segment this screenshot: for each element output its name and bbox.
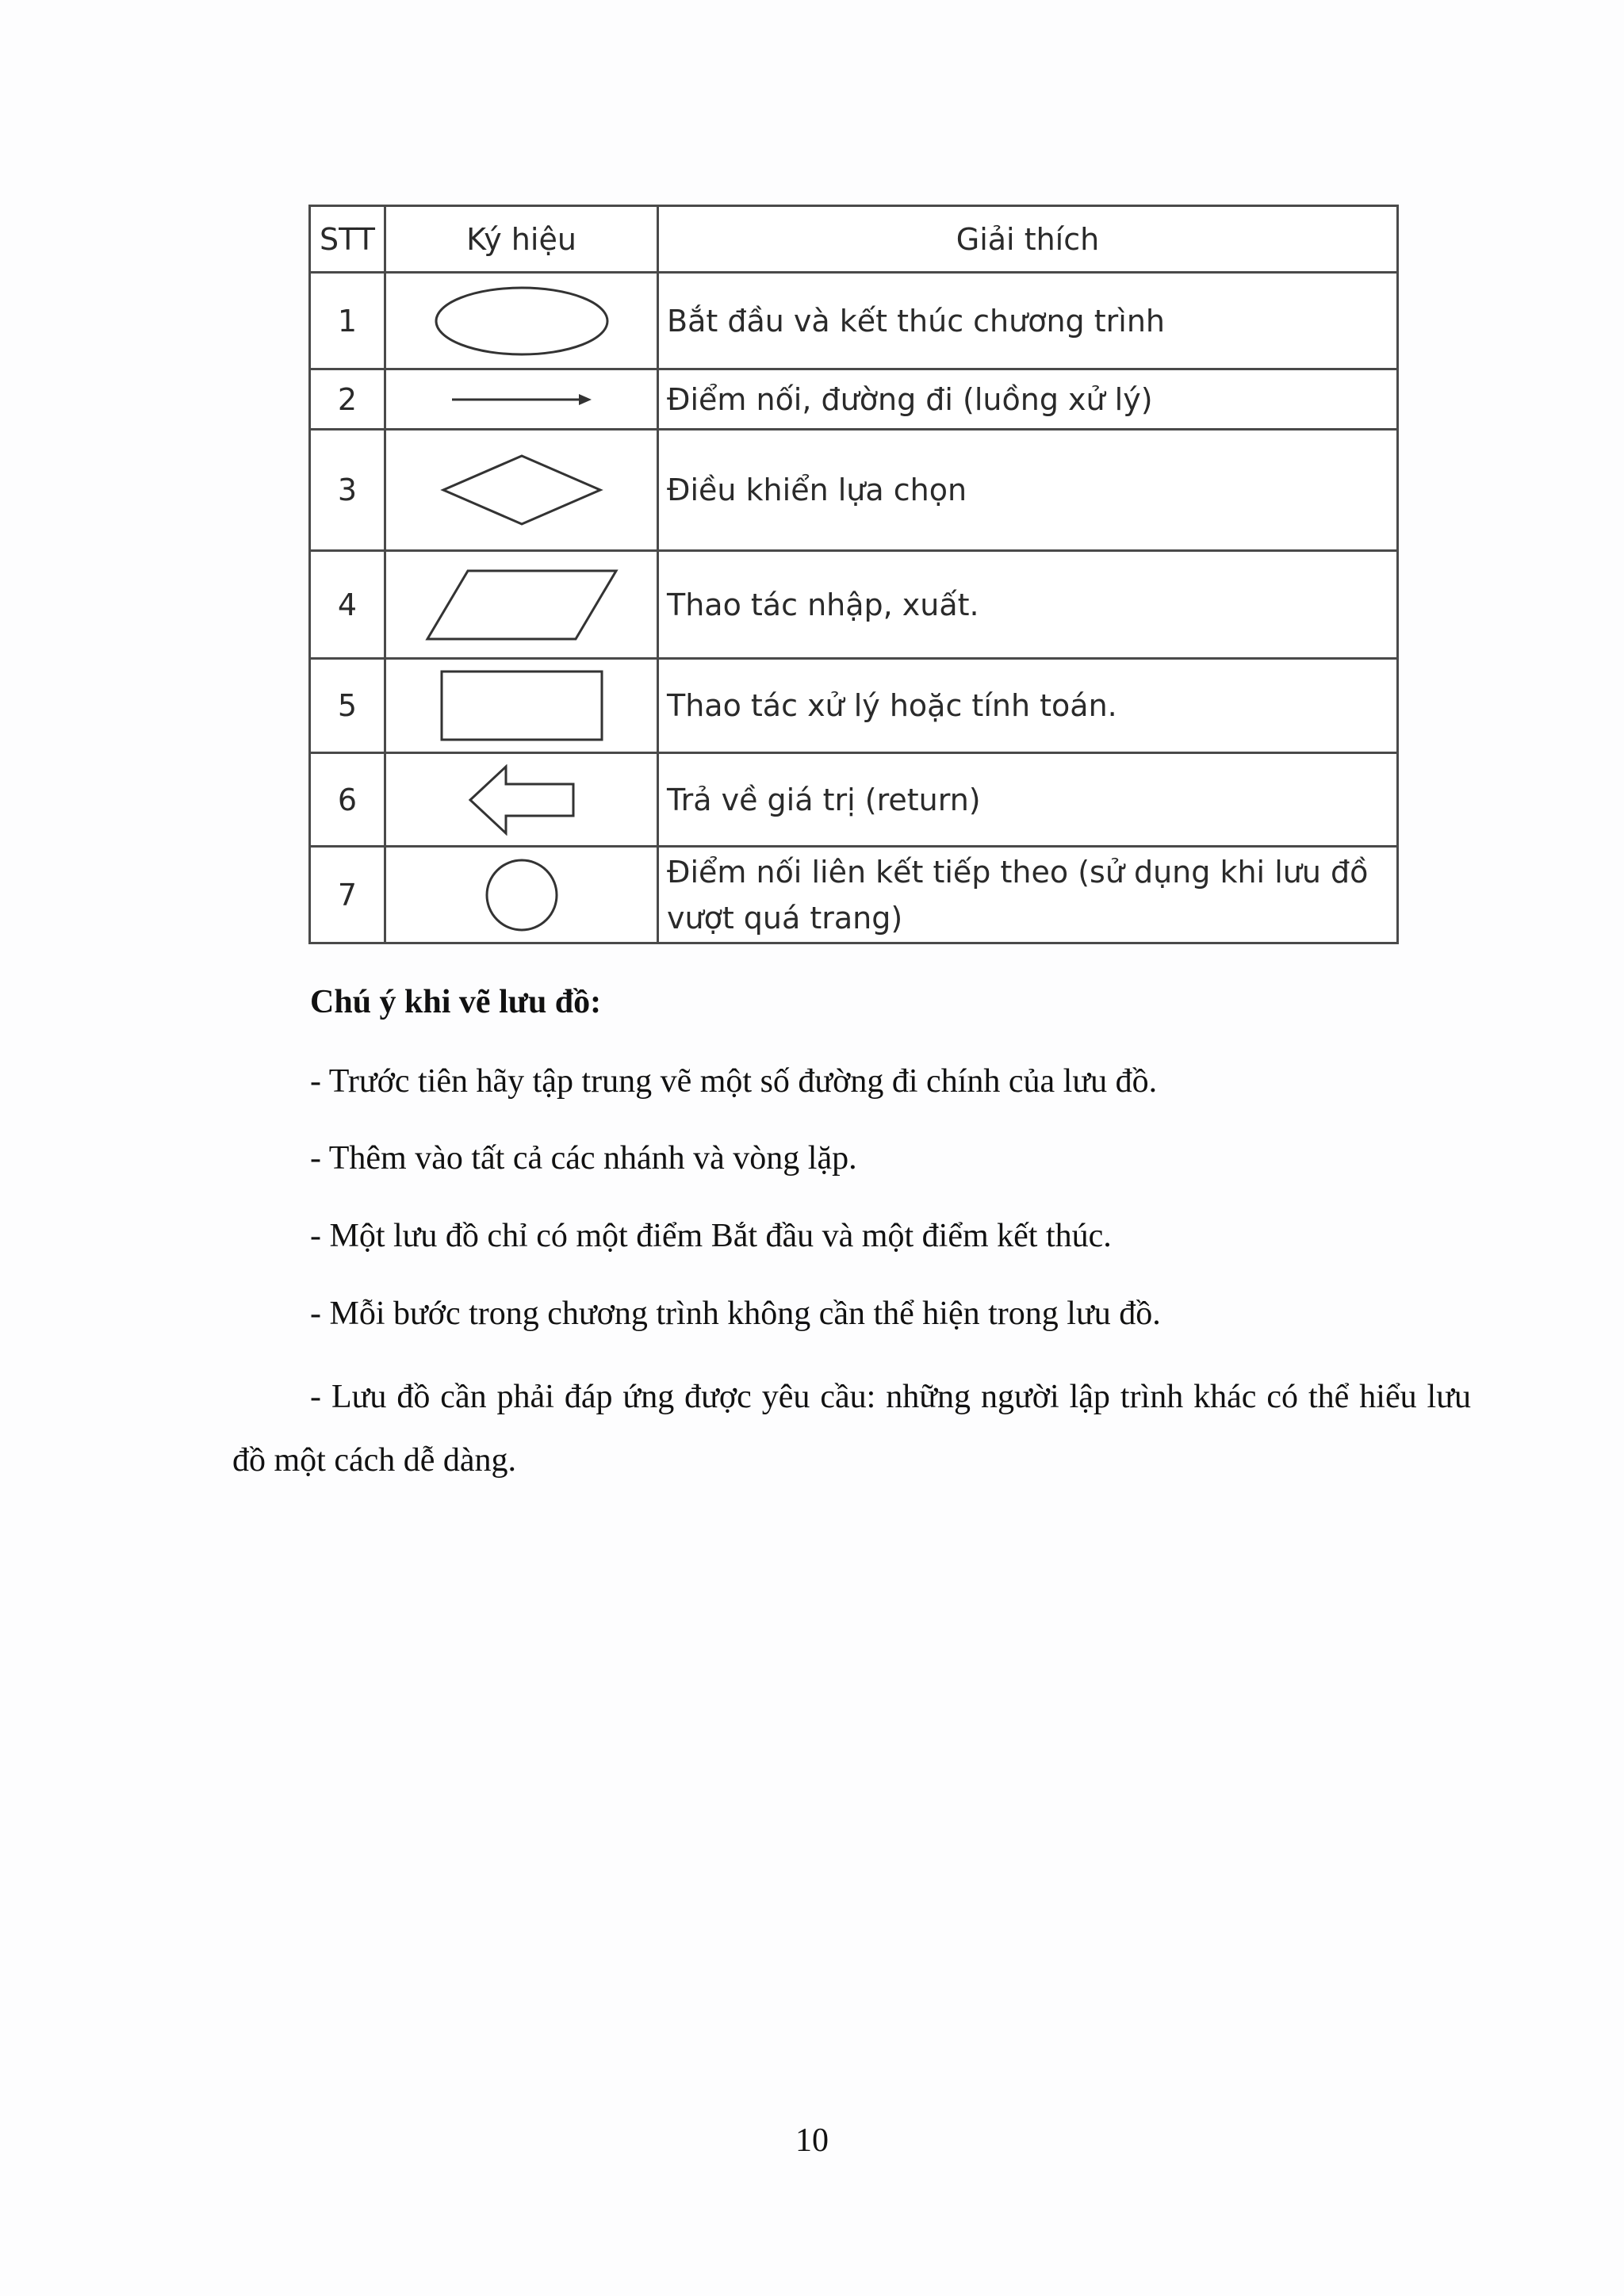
row-description: Thao tác xử lý hoặc tính toán. [658,659,1398,753]
table-row [310,430,1398,551]
row-number: 3 [310,430,385,551]
diamond-icon [440,453,603,526]
row-description: Trả về giá trị (return) [658,753,1398,847]
arrow-left-block-icon [468,764,576,836]
table-row [310,551,1398,659]
flowchart-symbol-table [308,205,1399,944]
note-item: - Một lưu đồ chỉ có một điểm Bắt đầu và một điểm kết thúc. [310,1218,1112,1254]
row-description: Điểm nối liên kết tiếp theo (sử dụng khi lưu đồ vượt quá trang) [658,847,1398,943]
note-item: - Trước tiên hãy tập trung vẽ một số đường đi chính của lưu đồ. [310,1063,1158,1100]
table-row [310,659,1398,753]
row-number: 5 [310,659,385,753]
note-item: - Lưu đồ cần phải đáp ứng được yêu cầu: những người lập trình khác có thể hiểu lưu đồ một cách dễ dàng. [232,1379,1471,1479]
circle-icon [484,857,560,933]
row-description: Bắt đầu và kết thúc chương trình [658,273,1398,369]
row-description: Điều khiển lựa chọn [658,430,1398,551]
table-header-row [310,206,1398,273]
row-number: 2 [310,369,385,430]
ellipse-icon [431,283,613,359]
row-number: 6 [310,753,385,847]
header-symbol: Ký hiệu [385,206,658,273]
page-number: 10 [795,2122,829,2159]
table-row [310,369,1398,430]
notes-heading: Chú ý khi vẽ lưu đồ: [310,984,602,1020]
row-number: 7 [310,847,385,943]
header-description: Giải thích [658,206,1398,273]
note-item: - Mỗi bước trong chương trình không cần thể hiện trong lưu đồ. [310,1295,1161,1332]
table-row [310,847,1398,943]
rectangle-icon [440,670,603,741]
row-number: 4 [310,551,385,659]
table-row [310,273,1398,369]
header-stt: STT [310,206,385,273]
table-row [310,753,1398,847]
parallelogram-icon [425,568,619,641]
row-description: Thao tác nhập, xuất. [658,551,1398,659]
row-description: Điểm nối, đường đi (luồng xử lý) [658,369,1398,430]
arrow-right-icon [450,390,593,409]
note-item: - Thêm vào tất cả các nhánh và vòng lặp. [310,1140,857,1177]
row-number: 1 [310,273,385,369]
